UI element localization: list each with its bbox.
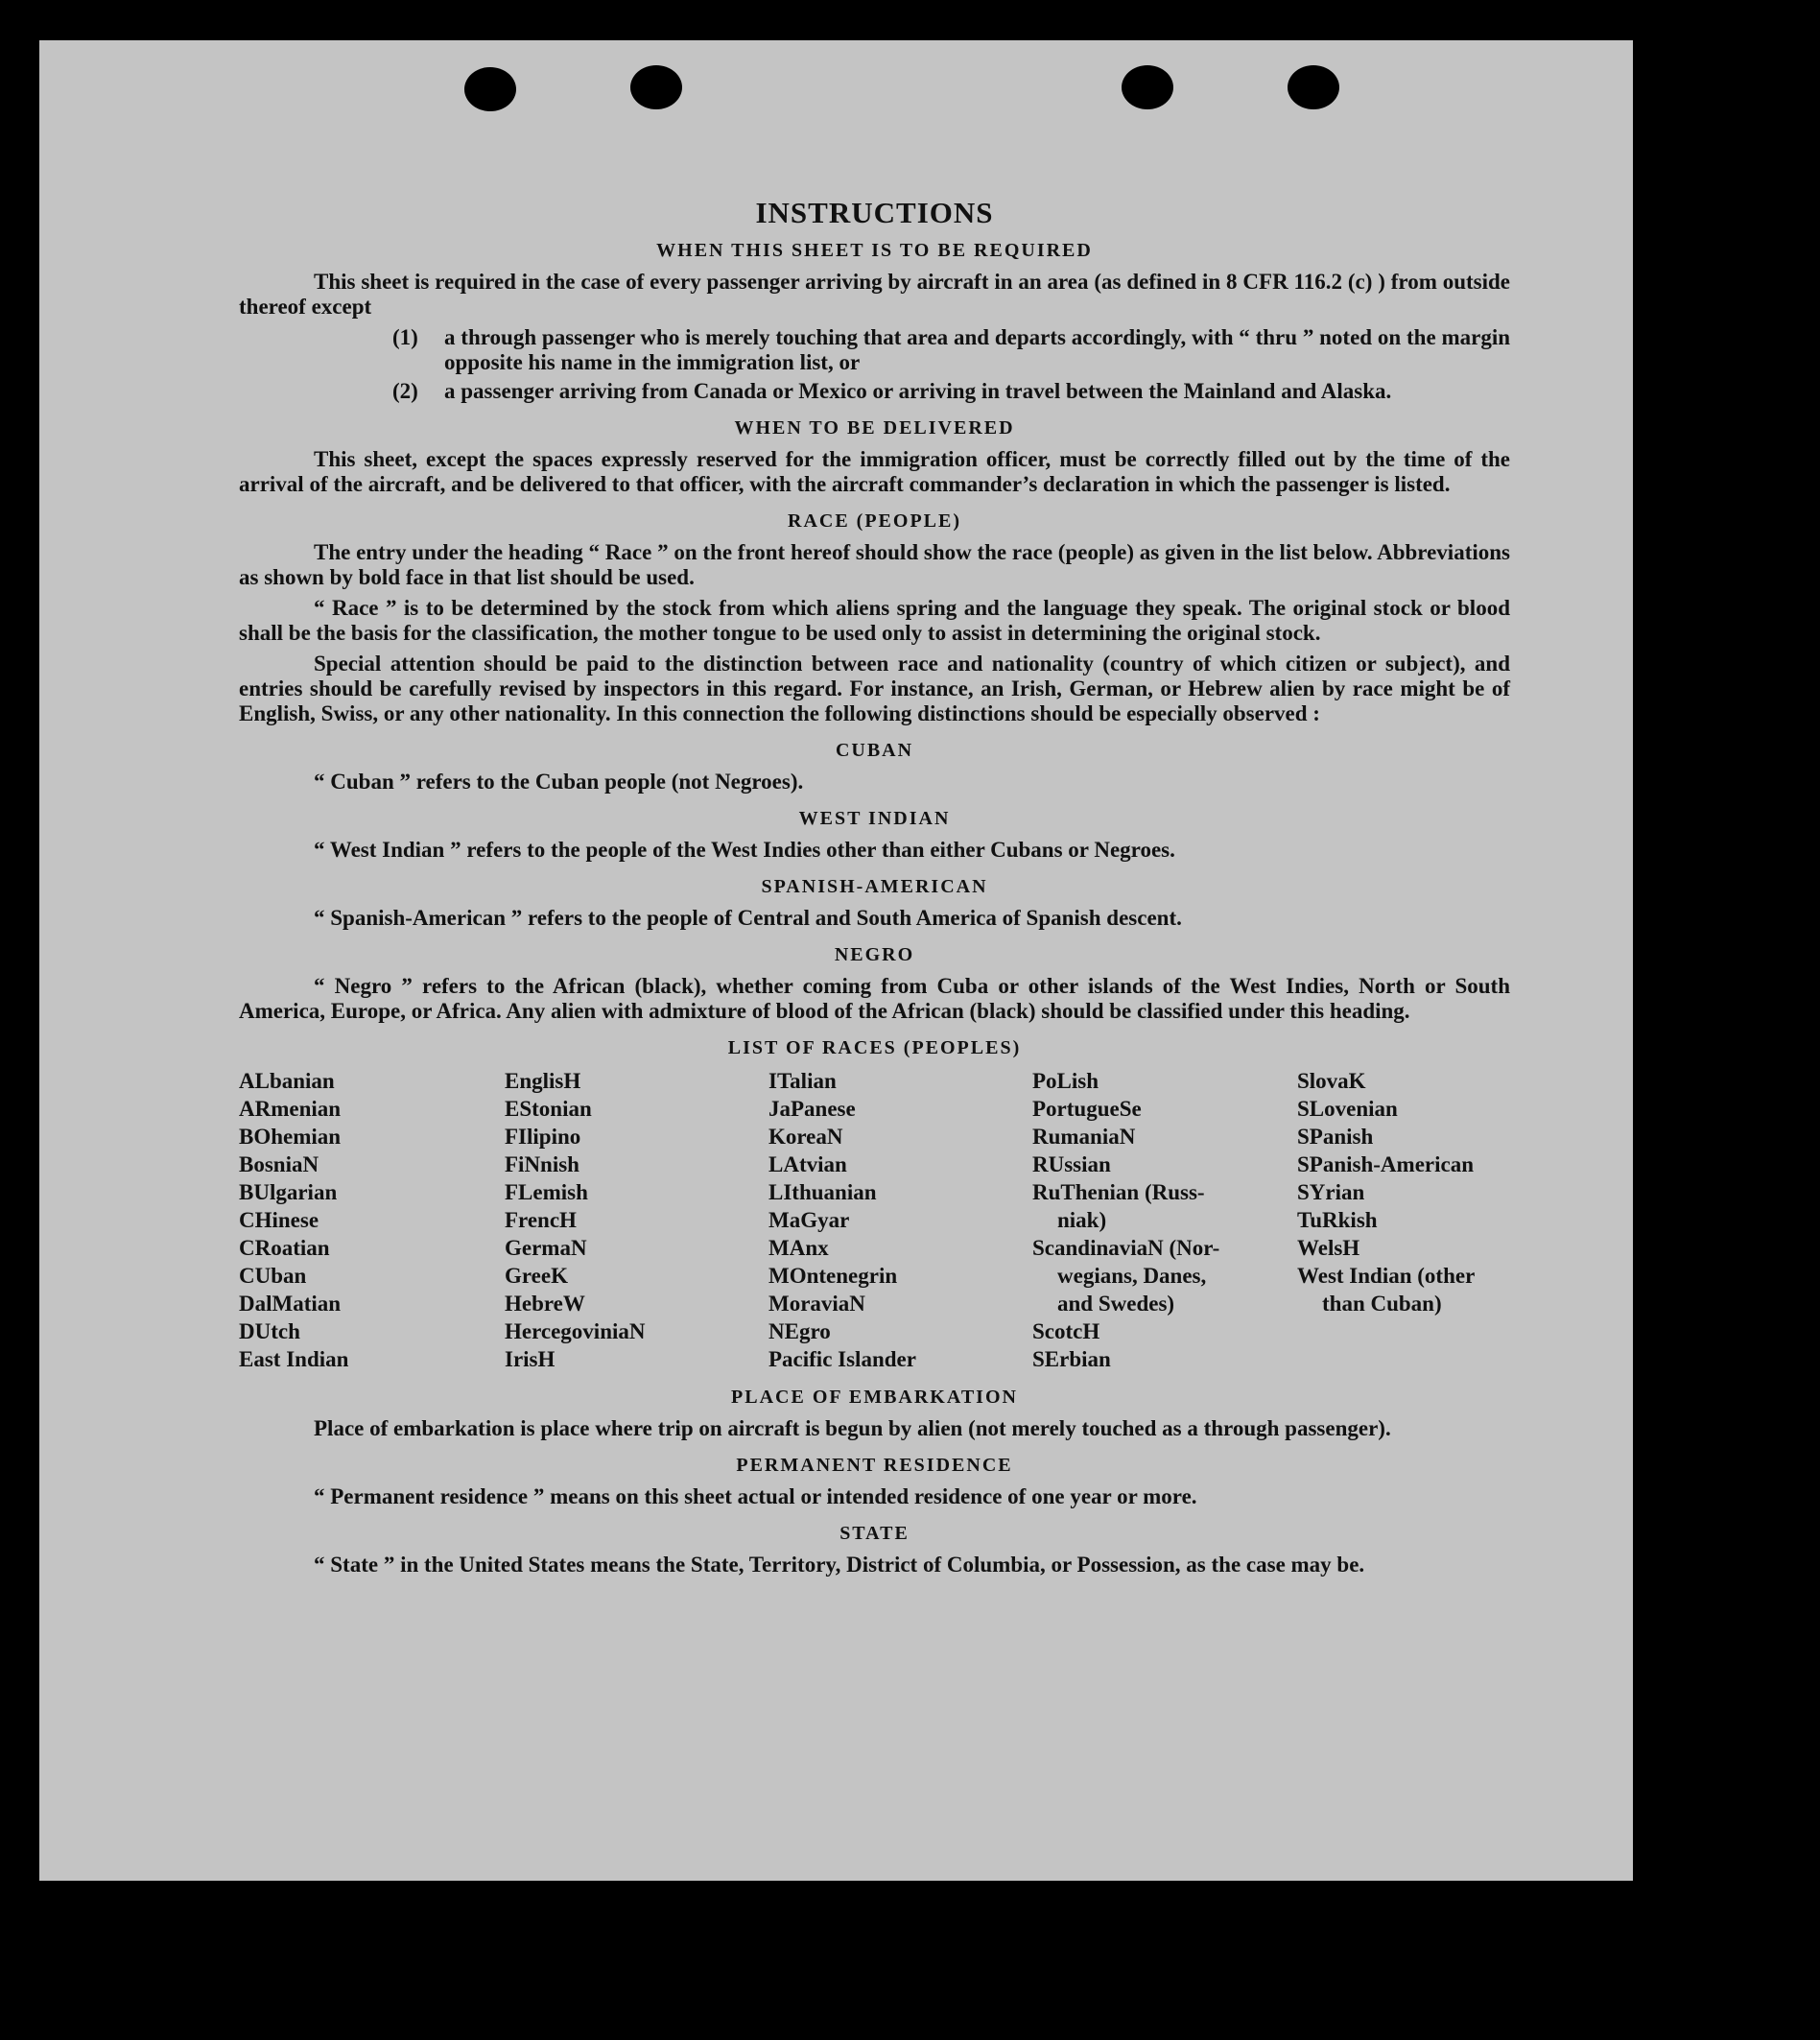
race-item: JaPanese (768, 1097, 856, 1121)
race-item: CHinese (239, 1208, 319, 1232)
race-item: HebreW (505, 1292, 585, 1316)
punch-hole (1122, 65, 1173, 109)
punch-hole (1288, 65, 1339, 109)
races-column (505, 1067, 768, 1373)
race-item: RuThenian (Russ- (1032, 1180, 1205, 1204)
paragraph: “ West Indian ” refers to the people of the West Indies other than either Cubans or Negroes. (314, 838, 1175, 862)
item-number: (2) (392, 379, 418, 403)
instructions-content (239, 196, 1510, 1577)
page-title: INSTRUCTIONS (755, 196, 994, 229)
paragraph: This sheet is required in the case of every passenger arriving by aircraft in an area (as defined in 8 CFR 116.2 (c) ) from outside thereof except (239, 270, 1510, 319)
race-item: WelsH (1297, 1236, 1360, 1260)
race-item: EStonian (505, 1097, 592, 1121)
races-column (1032, 1067, 1297, 1373)
race-item: GreeK (505, 1264, 568, 1288)
paragraph: Special attention should be paid to the distinction between race and nationality (country of which citizen or subject), and entries should be carefully revised by inspectors in this regard. For instance, an Irish, German, or Hebrew alien by race might be of English, Swiss, or any other nationality. In this connection the following distinctions should be especially observed : (239, 652, 1510, 725)
paragraph: This sheet, except the spaces expressly reserved for the immigration officer, must be correctly filled out by the time of the arrival of the aircraft, and be delivered to that officer, with the aircraft commander’s declaration in which the passenger is listed. (239, 447, 1510, 496)
race-item: BOhemian (239, 1125, 342, 1149)
race-item: DUtch (239, 1319, 300, 1343)
races-column (1297, 1067, 1510, 1373)
races-column (768, 1067, 1032, 1373)
race-item: SYrian (1297, 1180, 1365, 1204)
race-item: FrencH (505, 1208, 577, 1232)
race-item: HercegoviniaN (505, 1319, 646, 1343)
section-heading: NEGRO (834, 944, 915, 965)
section-heading: PERMANENT RESIDENCE (736, 1455, 1013, 1476)
paragraph: “ Spanish-American ” refers to the people of Central and South America of Spanish descent. (314, 906, 1182, 930)
race-item: Pacific Islander (768, 1347, 916, 1371)
race-item: CUban (239, 1264, 307, 1288)
race-item: SPanish-American (1297, 1152, 1474, 1176)
race-item: West Indian (other (1297, 1264, 1476, 1288)
race-item: FiNnish (505, 1152, 579, 1176)
race-item: PoLish (1032, 1069, 1099, 1093)
section-heading: STATE (839, 1523, 910, 1544)
race-item: ScotcH (1032, 1319, 1100, 1343)
race-item: RumaniaN (1032, 1125, 1136, 1149)
race-item: LAtvian (768, 1152, 847, 1176)
punch-hole (464, 67, 516, 111)
punch-hole (630, 65, 682, 109)
race-item: NEgro (768, 1319, 831, 1343)
section-heading: SPANISH-AMERICAN (761, 876, 988, 897)
section-heading: RACE (PEOPLE) (788, 510, 961, 532)
section-heading: LIST OF RACES (PEOPLES) (727, 1037, 1022, 1058)
race-item-continued (1032, 1206, 1297, 1234)
race-item: ITalian (768, 1069, 837, 1093)
race-item: CRoatian (239, 1236, 330, 1260)
race-item: MAnx (768, 1236, 829, 1260)
section-heading: CUBAN (835, 740, 914, 761)
race-item-continuation: and Swedes) (1057, 1292, 1175, 1316)
race-item-continued (1032, 1262, 1297, 1290)
race-item: BUlgarian (239, 1180, 338, 1204)
document-sheet (39, 40, 1633, 1881)
race-item: MaGyar (768, 1208, 850, 1232)
paragraph: “ State ” in the United States means the State, Territory, District of Columbia, or Possession, as the case may be. (314, 1553, 1365, 1577)
item-text: a passenger arriving from Canada or Mexico or arriving in travel between the Mainland and Alaska. (444, 379, 1392, 403)
paragraph: The entry under the heading “ Race ” on the front hereof should show the race (people) as given in the list below. Abbreviations as shown by bold face in that list should be used. (239, 540, 1510, 589)
section-heading: WEST INDIAN (798, 808, 951, 829)
race-item: GermaN (505, 1236, 587, 1260)
race-item: SPanish (1297, 1125, 1374, 1149)
race-item-continuation: than Cuban) (1322, 1292, 1442, 1316)
paragraph: “ Race ” is to be determined by the stock from which aliens spring and the language they speak. The original stock or blood shall be the basis for the classification, the mother tongue to be used only to assist in determining the original stock. (239, 596, 1510, 645)
item-text: a through passenger who is merely touching that area and departs accordingly, with “ thru ” noted on the margin opposite his name in the immigration list, or (444, 325, 1510, 374)
race-item: BosniaN (239, 1152, 319, 1176)
race-item: IrisH (505, 1347, 555, 1371)
paragraph: “ Negro ” refers to the African (black), whether coming from Cuba or other islands of the West Indies, North or South America, Europe, or Africa. Any alien with admixture of blood of the African (black) should be classified under this heading. (239, 974, 1510, 1023)
section-heading: WHEN TO BE DELIVERED (734, 417, 1015, 439)
race-item: MOntenegrin (768, 1264, 898, 1288)
list-item (239, 379, 1510, 404)
race-item: SLovenian (1297, 1097, 1398, 1121)
race-item: DalMatian (239, 1292, 342, 1316)
race-item: East Indian (239, 1347, 349, 1371)
item-number: (1) (392, 325, 418, 349)
race-item: RUssian (1032, 1152, 1111, 1176)
race-item-continued (1297, 1290, 1510, 1317)
race-item: ARmenian (239, 1097, 342, 1121)
race-item: PortugueSe (1032, 1097, 1142, 1121)
race-item: FLemish (505, 1180, 588, 1204)
paragraph: “ Cuban ” refers to the Cuban people (not Negroes). (314, 770, 804, 794)
race-item: ALbanian (239, 1069, 335, 1093)
section-heading: WHEN THIS SHEET IS TO BE REQUIRED (656, 240, 1093, 261)
races-column (239, 1067, 505, 1373)
race-item: SErbian (1032, 1347, 1111, 1371)
race-item-continuation: wegians, Danes, (1057, 1264, 1207, 1288)
paragraph: Place of embarkation is place where trip on aircraft is begun by alien (not merely touched as a through passenger). (314, 1416, 1391, 1440)
race-item: TuRkish (1297, 1208, 1378, 1232)
race-item: LIthuanian (768, 1180, 877, 1204)
race-item: KoreaN (768, 1125, 843, 1149)
race-item: EnglisH (505, 1069, 581, 1093)
races-list (239, 1067, 1510, 1373)
section-heading: PLACE OF EMBARKATION (731, 1387, 1018, 1408)
race-item: ScandinaviaN (Nor- (1032, 1236, 1220, 1260)
race-item: MoraviaN (768, 1292, 865, 1316)
race-item: FIlipino (505, 1125, 581, 1149)
list-item (239, 325, 1510, 375)
race-item-continuation: niak) (1057, 1208, 1107, 1232)
paragraph: “ Permanent residence ” means on this sheet actual or intended residence of one year or more. (314, 1484, 1197, 1508)
race-item: SlovaK (1297, 1069, 1366, 1093)
race-item-continued (1032, 1290, 1297, 1317)
